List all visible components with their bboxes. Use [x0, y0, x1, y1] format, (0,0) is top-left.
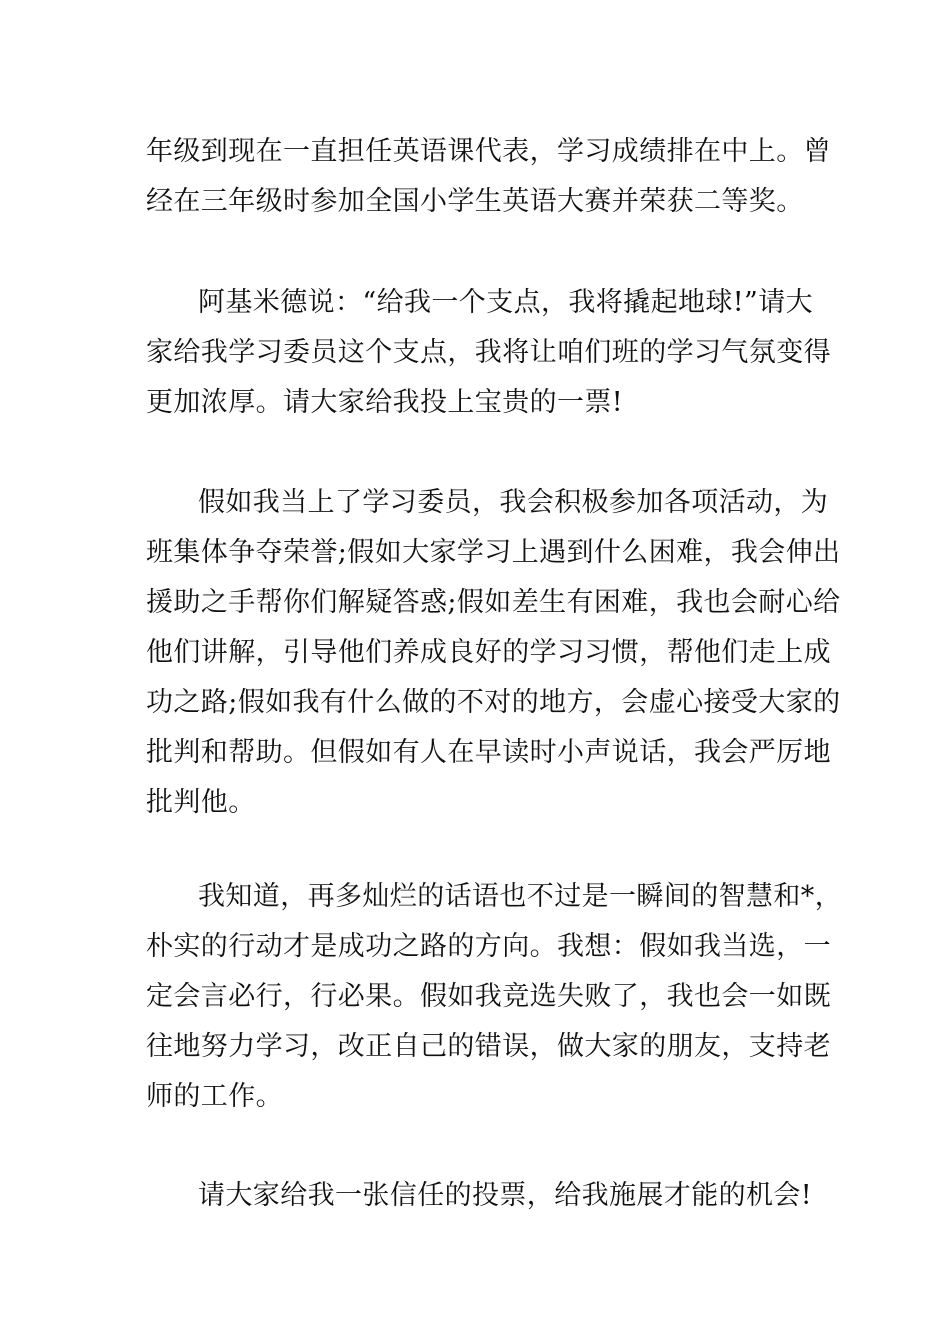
text-line: 朴实的行动才是成功之路的方向。我想：假如我当选，一	[146, 931, 831, 962]
text-line: 定会言必行，行必果。假如我竞选失败了，我也会一如既	[146, 981, 831, 1012]
text-line: 假如我当上了学习委员，我会积极参加各项活动，为	[198, 487, 829, 518]
text-line: 师的工作。	[146, 1081, 283, 1112]
text-line: 功之路;假如我有什么做的不对的地方，会虚心接受大家的	[146, 687, 841, 718]
text-line: 往地努力学习，改正自己的错误，做大家的朋友，支持老	[146, 1031, 831, 1062]
text-line: 我知道，再多灿烂的话语也不过是一瞬间的智慧和*，	[198, 881, 843, 912]
text-line: 经在三年级时参加全国小学生英语大赛并荣获二等奖。	[146, 186, 804, 217]
text-line: 班集体争夺荣誉;假如大家学习上遇到什么困难，我会伸出	[146, 537, 841, 568]
paragraph-promises	[146, 478, 841, 828]
paragraph-commitment	[146, 872, 843, 1122]
paragraph-closing	[146, 1171, 813, 1221]
text-line: 批判和帮助。但假如有人在早读时小声说话，我会严厉地	[146, 737, 831, 768]
text-line: 阿基米德说：“给我一个支点，我将撬起地球!”请大	[198, 287, 814, 318]
text-line: 他们讲解，引导他们养成良好的学习习惯，帮他们走上成	[146, 637, 831, 668]
text-line: 年级到现在一直担任英语课代表，学习成绩排在中上。曾	[146, 136, 831, 167]
text-line: 批判他。	[146, 787, 256, 818]
text-line: 援助之手帮你们解疑答惑;假如差生有困难，我也会耐心给	[146, 587, 841, 618]
paragraph-archimedes-quote	[146, 278, 831, 428]
text-line: 请大家给我一张信任的投票，给我施展才能的机会!	[198, 1180, 813, 1211]
text-line: 更加浓厚。请大家给我投上宝贵的一票!	[146, 387, 624, 418]
paragraph-continued-intro	[146, 127, 831, 227]
text-line: 家给我学习委员这个支点，我将让咱们班的学习气氛变得	[146, 337, 831, 368]
